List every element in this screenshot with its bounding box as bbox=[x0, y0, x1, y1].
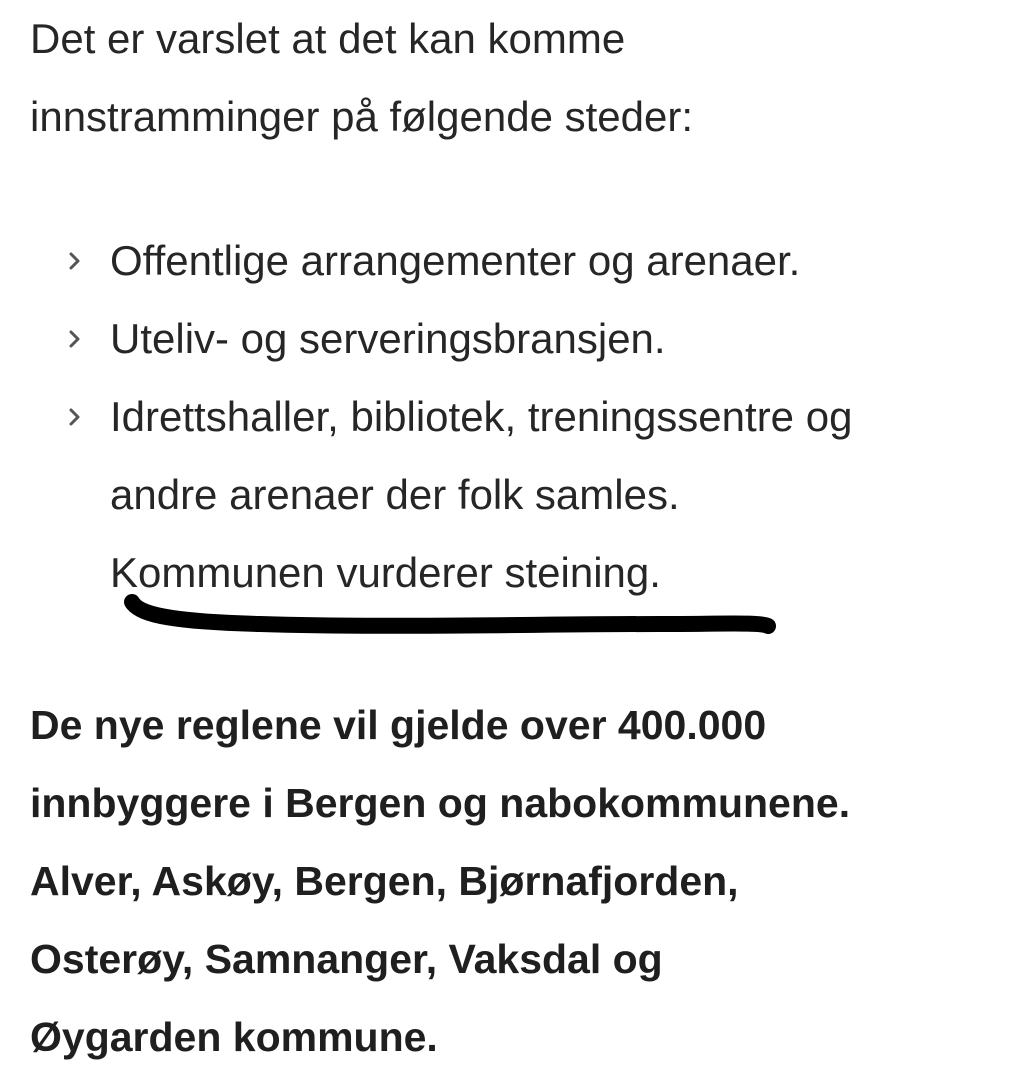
list-item-text bbox=[110, 300, 666, 378]
paragraph-line: De nye reglene vil gjelde over 400.000 bbox=[30, 702, 767, 748]
scribble-stroke bbox=[132, 602, 768, 626]
list-item-text bbox=[110, 222, 800, 300]
intro-line: innstramminger på følgende steder: bbox=[30, 93, 693, 140]
paragraph-line: Øygarden kommune. bbox=[30, 1014, 438, 1060]
municipalities-paragraph bbox=[30, 686, 1020, 1076]
intro-line: Det er varslet at det kan komme bbox=[30, 15, 626, 62]
list-item bbox=[68, 378, 1018, 534]
list-item bbox=[68, 300, 1018, 378]
list-item-line: andre arenaer der folk samles. bbox=[110, 471, 680, 518]
list-item-text bbox=[110, 378, 852, 534]
paragraph-line: Alver, Askøy, Bergen, Bjørnafjorden, bbox=[30, 858, 739, 904]
underline-scribble bbox=[120, 588, 780, 648]
list-item-line: Uteliv- og serveringsbransjen. bbox=[110, 315, 666, 362]
paragraph-line: Osterøy, Samnanger, Vaksdal og bbox=[30, 936, 663, 982]
list-item-line: Idrettshaller, bibliotek, treningssentre og bbox=[110, 393, 853, 440]
added-note: Kommunen vurderer steining. bbox=[110, 549, 661, 596]
chevron-right-icon bbox=[68, 378, 110, 456]
chevron-right-icon bbox=[68, 222, 110, 300]
paragraph-line: innbyggere i Bergen og nabokommunene. bbox=[30, 780, 851, 826]
chevron-right-icon bbox=[68, 300, 110, 378]
list-item bbox=[68, 222, 1018, 300]
restriction-list bbox=[68, 222, 1018, 534]
list-item-line: Offentlige arrangementer og arenaer. bbox=[110, 237, 801, 284]
intro-paragraph bbox=[30, 0, 1010, 156]
